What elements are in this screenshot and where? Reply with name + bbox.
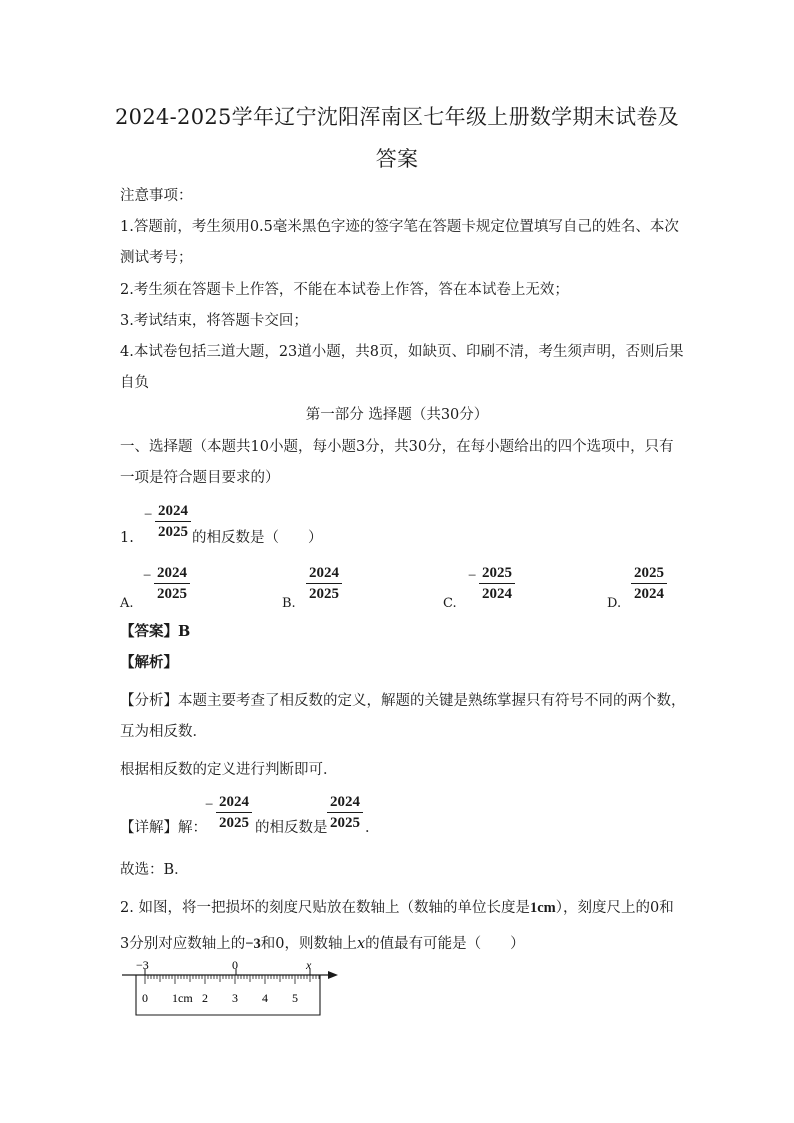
ruler-label-5: 5 xyxy=(292,991,298,1005)
q1-analysis-cont: 互为相反数． xyxy=(120,724,207,740)
option-c-sign: − xyxy=(468,568,477,584)
notice-item-3: 3.考试结束，将答题卡交回； xyxy=(120,313,308,329)
q1-detail-result-denominator: 2025 xyxy=(330,815,360,831)
option-a-sign: − xyxy=(143,568,152,584)
q1-answer: 【答案】B xyxy=(120,623,191,640)
q2-stem-part-d: 和0，则数轴上 xyxy=(260,936,357,952)
option-a-numerator: 2024 xyxy=(157,565,187,581)
fraction-bar xyxy=(631,583,667,584)
q1-detail-result-numerator: 2024 xyxy=(330,794,360,810)
notice-item-1: 1.答题前，考生须用0.5毫米黑色字迹的签字笔在答题卡规定位置填写自己的姓名、本次 xyxy=(120,219,679,235)
ruler-label-4: 4 xyxy=(262,991,268,1005)
number-line-arrow xyxy=(328,971,338,979)
q1-detail-denominator: 2025 xyxy=(219,815,249,831)
option-b-denominator: 2025 xyxy=(309,586,339,602)
q1-fraction xyxy=(155,502,191,541)
fraction-bar xyxy=(479,583,515,584)
axis-label-x: x xyxy=(306,958,312,972)
q1-detail-result-fraction xyxy=(327,793,363,832)
q2-stem-part-c: 3分别对应数轴上的 xyxy=(120,936,246,952)
ruler-number-line-figure xyxy=(120,955,350,1025)
option-d-denominator: 2024 xyxy=(634,586,664,602)
ruler-label-3: 3 xyxy=(232,991,238,1005)
notice-item-1-cont: 测试考号； xyxy=(120,250,193,266)
fraction-bar xyxy=(306,583,342,584)
option-c-fraction[interactable] xyxy=(479,564,515,603)
axis-label-neg3: −3 xyxy=(136,958,149,972)
q1-choose: 故选：B． xyxy=(120,862,189,878)
q1-detail-prefix: 【详解】解： xyxy=(120,820,207,836)
q2-unit: 1cm xyxy=(529,900,556,916)
notice-item-4-cont: 自负 xyxy=(120,375,149,391)
q1-detail-fraction xyxy=(216,793,252,832)
option-d-numerator: 2025 xyxy=(634,565,664,581)
ruler-label-2: 2 xyxy=(202,991,208,1005)
option-c-label[interactable]: C. xyxy=(443,596,457,611)
exam-title-continued: 答案 xyxy=(375,147,419,171)
part1-heading: 第一部分 选择题（共30分） xyxy=(305,407,489,423)
q1-stem-tail: 的相反数是（ ） xyxy=(192,530,323,546)
q2-stem-line2 xyxy=(120,934,525,954)
q1-minus-sign: − xyxy=(144,507,153,523)
fraction-bar xyxy=(216,812,252,813)
ruler-label-0: 0 xyxy=(142,991,148,1005)
q1-detail-numerator: 2024 xyxy=(219,794,249,810)
q1-fraction-denominator: 2025 xyxy=(158,524,188,540)
q1-analysis-tag: 【解析】 xyxy=(120,654,178,671)
option-d-label[interactable]: D. xyxy=(607,596,622,611)
ruler-ticks xyxy=(145,975,319,984)
fraction-bar xyxy=(327,812,363,813)
section-instructions-cont: 一项是符合题目要求的） xyxy=(120,470,280,486)
option-b-fraction[interactable] xyxy=(306,564,342,603)
fraction-bar xyxy=(154,583,190,584)
option-b-label[interactable]: B. xyxy=(282,596,296,611)
q2-var-x: x xyxy=(356,936,366,952)
q1-analysis-method: 根据相反数的定义进行判断即可． xyxy=(120,762,338,778)
q1-detail-minus: − xyxy=(205,797,214,813)
option-a-fraction[interactable] xyxy=(154,564,190,603)
notice-item-4: 4.本试卷包括三道大题，23道小题，共8页，如缺页、印刷不清，考生须声明，否则后果 xyxy=(120,344,684,360)
q1-number: 1. xyxy=(120,530,134,546)
option-a-label[interactable]: A. xyxy=(120,596,134,611)
q1-detail-end: ． xyxy=(365,820,380,836)
q2-stem-part-e: 的值最有可能是（ ） xyxy=(365,936,525,952)
option-c-numerator: 2025 xyxy=(482,565,512,581)
exam-title: 2024-2025学年辽宁沈阳浑南区七年级上册数学期末试卷及 xyxy=(115,105,679,129)
q2-stem-part-b: ），刻度尺上的0和 xyxy=(555,900,674,916)
option-a-denominator: 2025 xyxy=(157,586,187,602)
ruler-label-unit: 1cm xyxy=(172,991,193,1005)
fraction-bar xyxy=(155,521,191,522)
option-d-fraction[interactable] xyxy=(631,564,667,603)
q1-detail-mid: 的相反数是 xyxy=(255,820,328,836)
notice-heading: 注意事项： xyxy=(120,188,193,204)
q2-neg3: −3 xyxy=(245,936,261,952)
option-c-denominator: 2024 xyxy=(482,586,512,602)
q2-stem-line1 xyxy=(120,898,674,918)
q1-analysis: 【分析】本题主要考查了相反数的定义，解题的关键是熟练掌握只有符号不同的两个数， xyxy=(120,693,686,709)
notice-item-2: 2.考生须在答题卡上作答，不能在本试卷上作答，答在本试卷上无效； xyxy=(120,282,569,298)
axis-label-0: 0 xyxy=(232,958,238,972)
q2-stem-part-a: 2. 如图，将一把损坏的刻度尺贴放在数轴上（数轴的单位长度是 xyxy=(120,900,530,916)
q1-fraction-numerator: 2024 xyxy=(158,503,188,519)
option-b-numerator: 2024 xyxy=(309,565,339,581)
section-instructions: 一、选择题（本题共10小题，每小题3分，共30分，在每小题给出的四个选项中，只有 xyxy=(120,439,674,455)
